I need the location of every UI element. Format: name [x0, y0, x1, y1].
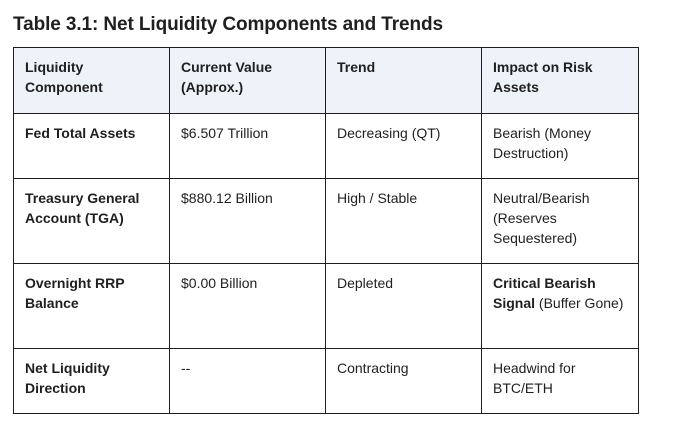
cell-component: Treasury General Account (TGA)	[14, 179, 170, 264]
cell-value: $6.507 Trillion	[170, 114, 326, 179]
cell-value: $0.00 Billion	[170, 264, 326, 349]
column-header-impact: Impact on Risk Assets	[482, 48, 639, 114]
cell-component: Fed Total Assets	[14, 114, 170, 179]
column-header-trend: Trend	[326, 48, 482, 114]
column-header-component: Liquidity Component	[14, 48, 170, 114]
table-row	[14, 179, 639, 264]
impact-text: Bearish (Money Destruction)	[493, 125, 592, 161]
liquidity-table	[13, 47, 639, 414]
table-header-row	[14, 48, 639, 114]
table-row	[14, 349, 639, 414]
table-row	[14, 264, 639, 349]
impact-emphasis: Critical Bearish Signal	[493, 275, 596, 311]
page-title: Table 3.1: Net Liquidity Components and Trends	[13, 14, 443, 35]
table-row	[14, 114, 639, 179]
cell-impact	[482, 114, 639, 179]
impact-text: (Buffer Gone)	[535, 295, 624, 311]
cell-component: Net Liquidity Direction	[14, 349, 170, 414]
cell-impact	[482, 264, 639, 349]
cell-trend: Depleted	[326, 264, 482, 349]
cell-impact	[482, 179, 639, 264]
cell-trend: High / Stable	[326, 179, 482, 264]
column-header-value: Current Value (Approx.)	[170, 48, 326, 114]
impact-text: Headwind for BTC/ETH	[493, 360, 576, 396]
cell-impact	[482, 349, 639, 414]
cell-value: $880.12 Billion	[170, 179, 326, 264]
impact-text: Neutral/Bearish (Reserves Sequestered)	[493, 190, 590, 246]
cell-component: Overnight RRP Balance	[14, 264, 170, 349]
cell-value: --	[170, 349, 326, 414]
cell-trend: Decreasing (QT)	[326, 114, 482, 179]
cell-trend: Contracting	[326, 349, 482, 414]
